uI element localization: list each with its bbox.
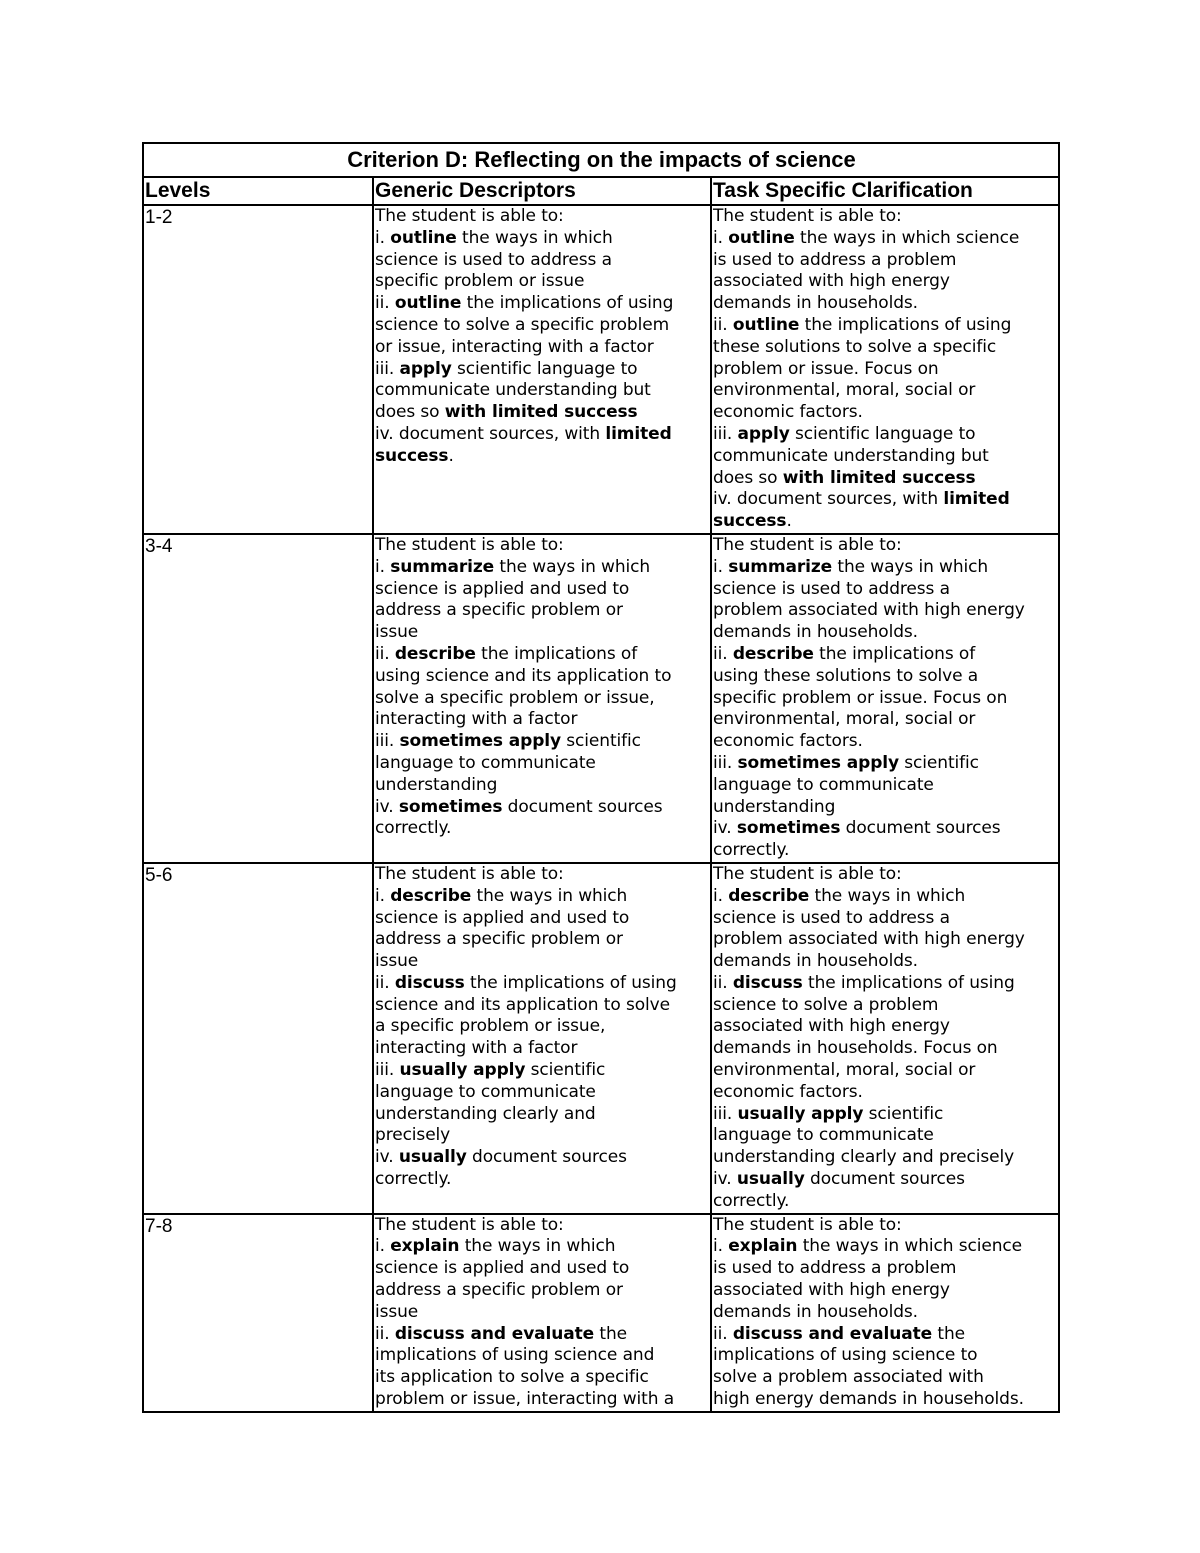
descriptor-text: or issue, interacting with a factor: [375, 336, 654, 357]
descriptor-text: interacting with a factor: [375, 1038, 578, 1059]
level-cell: 5-6: [143, 863, 373, 1214]
criterion-d-rubric-table: [142, 142, 1060, 1413]
descriptor-text: language to communicate: [375, 1081, 596, 1102]
emphasis-text: usually apply: [399, 1060, 526, 1081]
descriptor-line: [713, 1082, 1058, 1104]
descriptor-line: [375, 380, 710, 402]
descriptor-text: i.: [713, 227, 729, 248]
header-task-specific-clarification: Task Specific Clarification: [711, 177, 1059, 205]
descriptor-text: .: [786, 511, 792, 532]
emphasis-text: discuss: [732, 972, 803, 993]
descriptor-line: [375, 1280, 710, 1302]
descriptor-line: [375, 775, 710, 797]
descriptor-line: [375, 1302, 710, 1324]
descriptor-line: [713, 293, 1058, 315]
descriptor-line: [713, 929, 1058, 951]
descriptor-text: associated with high energy: [713, 271, 950, 292]
descriptor-line: [375, 797, 710, 819]
descriptor-line: [375, 206, 710, 228]
descriptor-line: [375, 864, 710, 886]
descriptor-text: science is used to address a: [713, 578, 950, 599]
emphasis-text: outline: [732, 314, 800, 335]
table-title: Criterion D: Reflecting on the impacts of science: [143, 143, 1059, 177]
descriptor-line: [375, 688, 710, 710]
emphasis-text: apply: [399, 358, 452, 379]
descriptor-text: iii.: [713, 752, 738, 773]
descriptor-line: [713, 489, 1058, 511]
descriptor-line: [713, 1258, 1058, 1280]
descriptor-text: ii.: [375, 643, 395, 664]
emphasis-text: describe: [390, 885, 472, 906]
descriptor-text: scientific: [525, 1060, 606, 1081]
descriptor-text: the implications of using: [461, 293, 674, 314]
descriptor-line: [375, 1104, 710, 1126]
descriptor-line: [713, 1016, 1058, 1038]
descriptor-line: [713, 666, 1058, 688]
descriptor-line: [713, 250, 1058, 272]
descriptor-text: the ways in which: [809, 885, 966, 906]
descriptor-line: [375, 228, 710, 250]
generic-descriptor-cell: [373, 205, 711, 534]
descriptor-text: iii.: [375, 1060, 400, 1081]
descriptor-text: the implications of using: [464, 972, 677, 993]
descriptor-line: [713, 557, 1058, 579]
descriptor-text: does so: [375, 402, 445, 423]
table-row: [143, 205, 1059, 534]
level-cell: 3-4: [143, 534, 373, 863]
descriptor-text: language to communicate: [713, 774, 934, 795]
descriptor-text: understanding clearly and precisely: [713, 1147, 1015, 1168]
descriptor-text: document sources: [804, 1169, 965, 1190]
descriptor-text: The student is able to:: [375, 863, 564, 884]
descriptor-line: [713, 731, 1058, 753]
descriptor-text: language to communicate: [375, 752, 596, 773]
descriptor-line: [375, 579, 710, 601]
descriptor-text: scientific language to: [789, 423, 976, 444]
descriptor-line: [375, 446, 710, 468]
descriptor-line: [713, 951, 1058, 973]
descriptor-line: [713, 271, 1058, 293]
descriptor-text: address a specific problem or: [375, 600, 623, 621]
descriptor-line: [713, 511, 1058, 533]
descriptor-text: ii.: [713, 1323, 733, 1344]
descriptor-text: the ways in which: [832, 556, 989, 577]
descriptor-line: [375, 402, 710, 424]
descriptor-text: problem or issue. Focus on: [713, 358, 939, 379]
descriptor-text: iv. document sources, with: [713, 489, 944, 510]
descriptor-text: science is used to address a: [375, 249, 612, 270]
descriptor-line: [713, 1125, 1058, 1147]
descriptor-text: specific problem or issue: [375, 271, 585, 292]
header-levels: Levels: [143, 177, 373, 205]
emphasis-text: apply: [737, 423, 790, 444]
descriptor-line: [375, 600, 710, 622]
descriptor-line: [375, 709, 710, 731]
descriptor-text: the ways in which science: [794, 227, 1020, 248]
descriptor-line: [375, 1236, 710, 1258]
descriptor-text: economic factors.: [713, 731, 863, 752]
descriptor-text: .: [448, 445, 454, 466]
descriptor-line: [375, 1060, 710, 1082]
emphasis-text: sometimes: [736, 818, 841, 839]
descriptor-text: iii.: [375, 358, 400, 379]
descriptor-text: i.: [375, 1236, 391, 1257]
descriptor-text: its application to solve a specific: [375, 1367, 649, 1388]
descriptor-line: [713, 579, 1058, 601]
descriptor-text: communicate understanding but: [713, 445, 989, 466]
descriptor-line: [713, 818, 1058, 840]
descriptor-text: the ways in which: [494, 556, 651, 577]
descriptor-text: language to communicate: [713, 1125, 934, 1146]
emphasis-text: outline: [394, 293, 462, 314]
emphasis-text: describe: [394, 643, 476, 664]
descriptor-line: [713, 337, 1058, 359]
descriptor-line: [375, 886, 710, 908]
descriptor-text: correctly.: [713, 840, 790, 861]
descriptor-text: iv.: [375, 796, 399, 817]
descriptor-text: does so: [713, 467, 783, 488]
descriptor-line: [713, 600, 1058, 622]
descriptor-line: [713, 1389, 1058, 1411]
descriptor-text: the ways in which: [456, 227, 613, 248]
descriptor-text: iv.: [713, 818, 737, 839]
emphasis-text: sometimes: [398, 796, 503, 817]
emphasis-text: explain: [728, 1236, 798, 1257]
descriptor-line: [713, 1302, 1058, 1324]
descriptor-line: [375, 731, 710, 753]
descriptor-text: demands in households.: [713, 622, 918, 643]
descriptor-text: document sources: [502, 796, 663, 817]
descriptor-text: using science and its application to: [375, 665, 672, 686]
descriptor-text: science is used to address a: [713, 907, 950, 928]
descriptor-line: [713, 864, 1058, 886]
descriptor-line: [375, 929, 710, 951]
descriptor-line: [713, 1345, 1058, 1367]
descriptor-text: The student is able to:: [375, 206, 564, 226]
emphasis-text: sometimes apply: [737, 752, 899, 773]
descriptor-text: address a specific problem or: [375, 929, 623, 950]
emphasis-text: explain: [390, 1236, 460, 1257]
descriptor-text: specific problem or issue. Focus on: [713, 687, 1008, 708]
descriptor-text: solve a specific problem or issue,: [375, 687, 655, 708]
descriptor-text: understanding clearly and: [375, 1103, 596, 1124]
descriptor-line: [713, 1367, 1058, 1389]
descriptor-text: the ways in which: [471, 885, 628, 906]
descriptor-text: a specific problem or issue,: [375, 1016, 606, 1037]
descriptor-line: [375, 1038, 710, 1060]
descriptor-text: The student is able to:: [713, 534, 902, 555]
descriptor-line: [713, 468, 1058, 490]
descriptor-text: these solutions to solve a specific: [713, 336, 997, 357]
descriptor-text: The student is able to:: [713, 1214, 902, 1235]
descriptor-text: using these solutions to solve a: [713, 665, 979, 686]
descriptor-line: [713, 402, 1058, 424]
descriptor-text: communicate understanding but: [375, 380, 651, 401]
descriptor-text: iii.: [713, 423, 738, 444]
descriptor-text: associated with high energy: [713, 1016, 950, 1037]
descriptor-text: demands in households.: [713, 951, 918, 972]
descriptor-text: associated with high energy: [713, 1280, 950, 1301]
descriptor-text: science is applied and used to: [375, 907, 630, 928]
descriptor-line: [375, 622, 710, 644]
descriptor-text: issue: [375, 1301, 419, 1322]
descriptor-line: [713, 775, 1058, 797]
descriptor-text: iii.: [713, 1103, 738, 1124]
descriptor-text: precisely: [375, 1125, 451, 1146]
descriptor-line: [375, 1215, 710, 1237]
descriptor-line: [375, 271, 710, 293]
descriptor-text: implications of using science to: [713, 1345, 978, 1366]
descriptor-text: correctly.: [713, 1190, 790, 1211]
descriptor-line: [375, 1345, 710, 1367]
descriptor-text: scientific language to: [451, 358, 638, 379]
descriptor-line: [375, 951, 710, 973]
descriptor-text: ii.: [375, 293, 395, 314]
descriptor-text: correctly.: [375, 818, 452, 839]
descriptor-line: [375, 1016, 710, 1038]
descriptor-text: i.: [375, 227, 391, 248]
emphasis-text: usually apply: [737, 1103, 864, 1124]
emphasis-text: with limited success: [782, 467, 976, 488]
emphasis-text: describe: [728, 885, 810, 906]
descriptor-text: address a specific problem or: [375, 1280, 623, 1301]
emphasis-text: sometimes apply: [399, 731, 561, 752]
descriptor-line: [375, 644, 710, 666]
descriptor-line: [713, 840, 1058, 862]
descriptor-text: iv. document sources, with: [375, 423, 606, 444]
emphasis-text: success: [713, 511, 787, 532]
descriptor-text: environmental, moral, social or: [713, 380, 976, 401]
descriptor-line: [375, 315, 710, 337]
descriptor-text: the: [594, 1323, 628, 1344]
emphasis-text: summarize: [728, 556, 833, 577]
descriptor-line: [713, 1038, 1058, 1060]
descriptor-text: problem associated with high energy: [713, 929, 1025, 950]
descriptor-line: [713, 709, 1058, 731]
descriptor-text: demands in households.: [713, 1301, 918, 1322]
descriptor-text: iv.: [375, 1147, 399, 1168]
descriptor-line: [713, 1060, 1058, 1082]
emphasis-text: usually: [398, 1147, 467, 1168]
emphasis-text: summarize: [390, 556, 495, 577]
descriptor-line: [713, 753, 1058, 775]
descriptor-line: [375, 753, 710, 775]
header-generic-descriptors: Generic Descriptors: [373, 177, 711, 205]
descriptor-text: i.: [375, 885, 391, 906]
descriptor-text: document sources: [466, 1147, 627, 1168]
descriptor-text: environmental, moral, social or: [713, 709, 976, 730]
descriptor-line: [713, 995, 1058, 1017]
descriptor-text: the ways in which: [459, 1236, 616, 1257]
descriptor-text: the implications of using: [802, 972, 1015, 993]
descriptor-text: problem or issue, interacting with a: [375, 1389, 675, 1410]
descriptor-line: [375, 293, 710, 315]
descriptor-line: [713, 688, 1058, 710]
descriptor-text: economic factors.: [713, 402, 863, 423]
descriptor-text: i.: [375, 556, 391, 577]
task-clarification-cell: [711, 863, 1059, 1214]
emphasis-text: discuss: [394, 972, 465, 993]
descriptor-line: [713, 1191, 1058, 1213]
descriptor-text: the ways in which science: [797, 1236, 1022, 1257]
level-cell: 7-8: [143, 1214, 373, 1412]
descriptor-line: [713, 535, 1058, 557]
descriptor-text: demands in households. Focus on: [713, 1038, 998, 1059]
descriptor-text: ii.: [375, 1323, 395, 1344]
descriptor-text: ii.: [713, 643, 733, 664]
descriptor-line: [375, 1324, 710, 1346]
descriptor-line: [713, 1280, 1058, 1302]
descriptor-text: is used to address a problem: [713, 1258, 957, 1279]
descriptor-text: iii.: [375, 731, 400, 752]
descriptor-text: scientific: [898, 752, 979, 773]
descriptor-text: science is applied and used to: [375, 578, 630, 599]
emphasis-text: discuss and evaluate: [394, 1323, 595, 1344]
descriptor-text: science is applied and used to: [375, 1258, 630, 1279]
descriptor-text: high energy demands in households.: [713, 1389, 1024, 1410]
descriptor-text: the implications of: [475, 643, 638, 664]
emphasis-text: usually: [736, 1169, 805, 1190]
emphasis-text: outline: [728, 227, 795, 248]
descriptor-text: the implications of: [813, 643, 976, 664]
descriptor-line: [713, 1147, 1058, 1169]
descriptor-line: [375, 1367, 710, 1389]
descriptor-text: solve a problem associated with: [713, 1367, 984, 1388]
descriptor-text: science and its application to solve: [375, 994, 670, 1015]
task-clarification-cell: [711, 1214, 1059, 1412]
emphasis-text: outline: [390, 227, 457, 248]
descriptor-line: [713, 446, 1058, 468]
emphasis-text: limited: [605, 423, 672, 444]
task-clarification-cell: [711, 534, 1059, 863]
table-row: [143, 863, 1059, 1214]
descriptor-line: [713, 228, 1058, 250]
descriptor-line: [713, 973, 1058, 995]
descriptor-line: [375, 424, 710, 446]
descriptor-line: [713, 424, 1058, 446]
descriptor-text: ii.: [713, 314, 733, 335]
generic-descriptor-cell: [373, 534, 711, 863]
descriptor-line: [375, 535, 710, 557]
title-row: [143, 143, 1059, 177]
descriptor-text: ii.: [375, 972, 395, 993]
descriptor-line: [375, 1258, 710, 1280]
level-cell: 1-2: [143, 205, 373, 534]
descriptor-text: problem associated with high energy: [713, 600, 1025, 621]
descriptor-text: the: [932, 1323, 966, 1344]
descriptor-text: issue: [375, 622, 419, 643]
descriptor-text: is used to address a problem: [713, 249, 957, 270]
descriptor-text: scientific: [863, 1103, 944, 1124]
descriptor-text: scientific: [560, 731, 641, 752]
descriptor-line: [713, 359, 1058, 381]
emphasis-text: discuss and evaluate: [732, 1323, 933, 1344]
descriptor-line: [375, 1169, 710, 1191]
descriptor-line: [375, 359, 710, 381]
descriptor-line: [375, 666, 710, 688]
descriptor-line: [375, 973, 710, 995]
header-row: [143, 177, 1059, 205]
descriptor-line: [713, 380, 1058, 402]
descriptor-text: i.: [713, 885, 729, 906]
descriptor-line: [713, 315, 1058, 337]
descriptor-text: implications of using science and: [375, 1345, 655, 1366]
descriptor-line: [375, 1125, 710, 1147]
descriptor-line: [713, 1215, 1058, 1237]
descriptor-text: science to solve a problem: [713, 994, 939, 1015]
descriptor-line: [713, 1104, 1058, 1126]
descriptor-line: [713, 886, 1058, 908]
descriptor-line: [375, 818, 710, 840]
descriptor-line: [713, 622, 1058, 644]
table-row: [143, 534, 1059, 863]
descriptor-text: demands in households.: [713, 293, 918, 314]
generic-descriptor-cell: [373, 863, 711, 1214]
descriptor-text: The student is able to:: [375, 1214, 564, 1235]
descriptor-text: understanding: [375, 774, 498, 795]
descriptor-text: i.: [713, 556, 729, 577]
descriptor-line: [713, 797, 1058, 819]
descriptor-text: document sources: [840, 818, 1001, 839]
descriptor-line: [375, 1147, 710, 1169]
descriptor-line: [713, 206, 1058, 228]
descriptor-text: the implications of using: [799, 314, 1012, 335]
descriptor-line: [375, 557, 710, 579]
descriptor-line: [713, 1324, 1058, 1346]
emphasis-text: limited: [943, 489, 1010, 510]
descriptor-text: The student is able to:: [713, 863, 902, 884]
descriptor-text: issue: [375, 951, 419, 972]
task-clarification-cell: [711, 205, 1059, 534]
descriptor-line: [375, 337, 710, 359]
descriptor-line: [375, 250, 710, 272]
descriptor-text: understanding: [713, 796, 836, 817]
descriptor-text: economic factors.: [713, 1081, 863, 1102]
descriptor-text: science to solve a specific problem: [375, 314, 670, 335]
descriptor-text: iv.: [713, 1169, 737, 1190]
descriptor-line: [713, 1236, 1058, 1258]
descriptor-line: [375, 908, 710, 930]
descriptor-text: correctly.: [375, 1169, 452, 1190]
descriptor-line: [375, 995, 710, 1017]
descriptor-text: The student is able to:: [375, 534, 564, 555]
emphasis-text: describe: [732, 643, 814, 664]
descriptor-line: [713, 908, 1058, 930]
emphasis-text: success: [375, 445, 449, 466]
descriptor-text: ii.: [713, 972, 733, 993]
descriptor-text: i.: [713, 1236, 729, 1257]
descriptor-line: [713, 1169, 1058, 1191]
descriptor-line: [713, 644, 1058, 666]
descriptor-text: The student is able to:: [713, 206, 902, 226]
descriptor-line: [375, 1389, 710, 1411]
generic-descriptor-cell: [373, 1214, 711, 1412]
descriptor-text: interacting with a factor: [375, 709, 578, 730]
descriptor-text: environmental, moral, social or: [713, 1060, 976, 1081]
table-row: [143, 1214, 1059, 1412]
descriptor-line: [375, 1082, 710, 1104]
emphasis-text: with limited success: [444, 402, 638, 423]
